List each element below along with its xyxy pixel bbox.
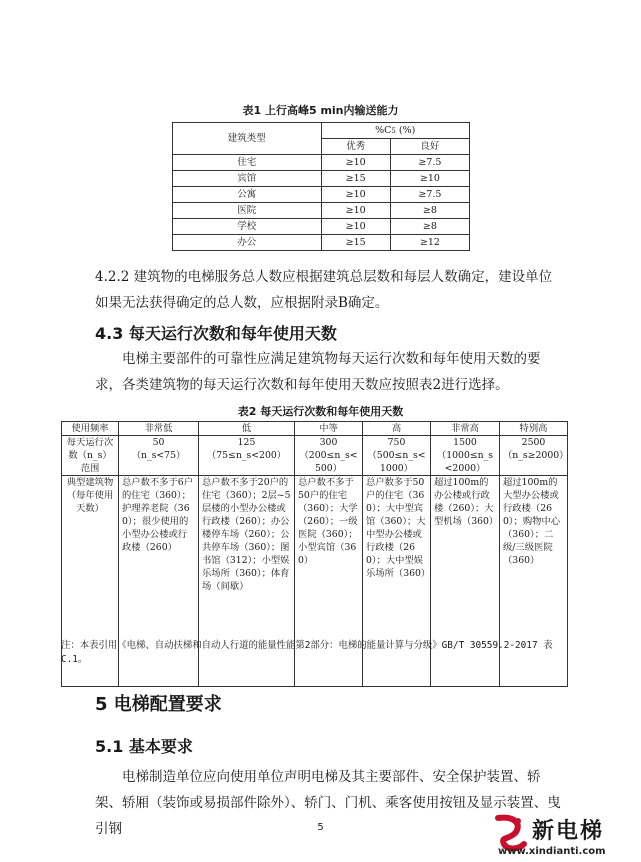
table-row: 公寓 ≥10 ≥7.5 <box>173 187 470 203</box>
table1-header-building-type: 建筑类型 <box>173 123 322 155</box>
table2-header-frequency: 使用频率 <box>62 422 119 436</box>
heading-5-1: 5.1 基本要求 <box>95 737 193 756</box>
table2-typical-cell: 超过100m的大型办公楼或行政楼（260）；购物中心（360）；二级/三级医院（360） <box>500 476 568 687</box>
table-row: 医院 ≥10 ≥8 <box>173 203 470 219</box>
table-row: 住宅 ≥10 ≥7.5 <box>173 155 470 171</box>
table2-header: 高 <box>363 422 431 436</box>
table2-count-cell: 125 （75≤n_s<200） <box>199 436 295 476</box>
table2-count-label: 每天运行次数（n_s）范围 <box>62 436 119 476</box>
table-row: 学校 ≥10 ≥8 <box>173 219 470 235</box>
table2-typical-cell: 总户数不多于50户的住宅（360）；大学（260）；一级医院（360）；小型宾馆（360） <box>295 476 363 687</box>
paragraph-4-2-2: 4.2.2 建筑物的电梯服务总人数应根据建筑总层数和每层人数确定，建设单位如果无法获得确定的总人数，应根据附录B确定。 <box>95 269 553 311</box>
table2-count-cell: 750 （500≤n_s<1000） <box>363 436 431 476</box>
table2-header: 非常高 <box>431 422 500 436</box>
table1 <box>172 122 470 251</box>
table2-count-cell: 50 （n_s<75） <box>119 436 199 476</box>
table2-count-cell: 1500 （1000≤n_s<2000） <box>431 436 500 476</box>
table-row: 宾馆 ≥15 ≥10 <box>173 171 470 187</box>
page-number: 5 <box>317 822 324 833</box>
table1-header-metric: %C5 (%) <box>321 123 470 139</box>
table2-typical-cell: 超过100m的办公楼或行政楼（260）；大型机场（360） <box>431 476 500 687</box>
table2-note: 注：本表引用《电梯、自动扶梯和自动人行道的能量性能第2部分：电梯的能量计算与分级》GB/T 30559.2-2017 表C.1。 <box>61 640 553 665</box>
table2-count-cell: 300 （200≤n_s<500） <box>295 436 363 476</box>
table2-header: 中等 <box>295 422 363 436</box>
table2-caption: 表2 每天运行次数和每年使用天数 <box>237 405 404 418</box>
watermark <box>490 814 641 862</box>
table2-header: 非常低 <box>119 422 199 436</box>
watermark-url: www.xindianti.com <box>498 846 606 857</box>
paragraph-4-3: 电梯主要部件的可靠性应满足建筑物每天运行次数和每年使用天数的要求，各类建筑物的每天运行次数和每年使用天数应按照表2进行选择。 <box>95 351 541 393</box>
table-row: 办公 ≥15 ≥12 <box>173 235 470 251</box>
heading-4-3: 4.3 每天运行次数和每年使用天数 <box>95 324 337 343</box>
table2-typical-label: 典型建筑物（每年使用天数） <box>62 476 119 687</box>
paragraph-5-1: 电梯制造单位应向使用单位声明电梯及其主要部件、安全保护装置、轿架、轿厢（装饰或易损部件除外）、轿门、门机、乘客使用按钮及显示装置、曳引钢 <box>95 769 561 837</box>
table2-header: 特别高 <box>500 422 568 436</box>
heading-5: 5 电梯配置要求 <box>95 694 222 715</box>
table1-header-good: 良好 <box>390 139 469 155</box>
table2-typical-cell: 总户数多于50户的住宅（360）；大中型宾馆（360）；大中型办公楼或行政楼（260）；大中型娱乐场所（360） <box>363 476 431 687</box>
table2-count-cell: 2500 （n_s≥2000） <box>500 436 568 476</box>
table2-typical-cell: 总户数不多于20户的住宅（360）；2层~5层楼的小型办公楼或行政楼（260）；办公楼停车场（260）；公共停车场（360）；图书馆（312）；小型娱乐场所（360）；体育场（间歇） <box>199 476 295 687</box>
table1-header-excellent: 优秀 <box>321 139 390 155</box>
table1-caption: 表1 上行高峰5 min内输送能力 <box>242 104 399 117</box>
table2-typical-cell: 总户数不多于6户的住宅（360）；护理养老院（360）；很少使用的小型办公楼或行政楼（260） <box>119 476 199 687</box>
table2-header: 低 <box>199 422 295 436</box>
watermark-name: 新电梯 <box>532 819 605 844</box>
